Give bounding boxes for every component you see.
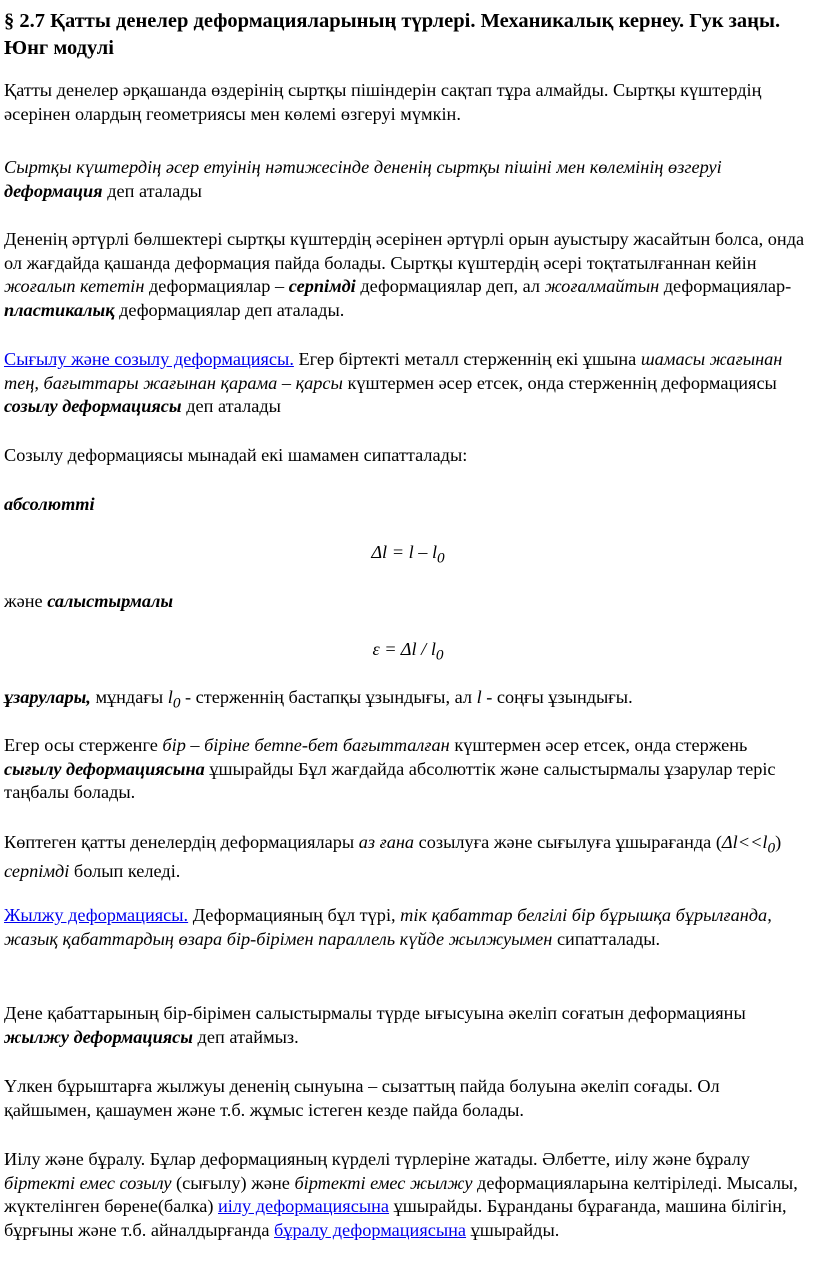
term-deformation: деформация [4, 180, 103, 201]
label-relative: және салыстырмалы [4, 591, 174, 611]
formula-absolute-elongation: $\Delta l = l - l_0$ [371, 542, 445, 567]
paragraph-shear-definition: Дене қабаттарының бір-бірімен салыстырмалы түрде ығысуына әкеліп соғатын деформацияны жылжу деформациясы деп атаймыз. [4, 1003, 746, 1047]
paragraph-tension: Сығылу және созылу деформациясы. Егер біртекті металл стерженнің екі ұшына шамасы жағынан тең, бағыттары жағынан қарама – қарсы күштермен әсер етсек, онда стерженнің деформациясы созылу деформациясы деп аталады [4, 349, 783, 416]
link-shear-deformation[interactable]: Жылжу деформациясы. [4, 905, 189, 925]
term-shear-deformation: жылжу деформациясы [4, 1026, 193, 1047]
formula-relative-elongation: $\varepsilon = \Delta l / l_0$ [372, 639, 444, 664]
paragraph-two-quantities: Созылу деформациясы мынадай екі шамамен сипатталады: [4, 445, 468, 465]
term-plastic: пластикалық [4, 299, 115, 320]
paragraph-elastic-plastic: Дененің әртүрлі бөлшектері сыртқы күштердің әсерінен әртүрлі орын ауыстыру жасайтын болса, онда ол жағдайда қашанда деформация пайда болады. Сыртқы күштердің әсері тоқтатылғаннан кейін жоғалып кететін деформациялар – серпімді деформациялар деп, ал жоғалмайтын деформациялар- пластикалық деформациялар деп аталады. [4, 229, 805, 320]
paragraph-small-deformations: Көптеген қатты денелердің деформациялары аз ғана созылуға және сығылуға ұшырағанда $(\Delta l<<l_0)$ серпімді болып келеді. [4, 832, 782, 882]
label-absolute: абсолютті [4, 494, 95, 514]
paragraph-elongations: ұзарулары, мұндағы $l_0$ - стерженнің бастапқы ұзындығы, ал l - соңғы ұзындығы. [4, 687, 633, 712]
definition-text: Сыртқы күштердің әсер етуінің нәтижесінде дененің сыртқы пішіні мен көлемінің өзгеруі [4, 157, 722, 177]
paragraph-deformation-definition: Сыртқы күштердің әсер етуінің нәтижесінде дененің сыртқы пішіні мен көлемінің өзгеруі деформация деп аталады [4, 157, 722, 201]
link-torsion-deformation[interactable]: бұралу деформациясына [274, 1219, 467, 1240]
paragraph-compression: Егер осы стерженге бір – біріне бетпе-бет бағытталған күштермен әсер етсек, онда стержень сығылу деформациясына ұшырайды Бұл жағдайда абсолюттік және салыстырмалы ұзарулар теріс таңбалы болады. [4, 735, 776, 802]
term-compression-deformation: сығылу деформациясына [4, 758, 205, 779]
link-compression-tension[interactable]: Сығылу және созылу деформациясы. [4, 349, 294, 369]
paragraph-intro: Қатты денелер әрқашанда өздерінің сыртқы пішіндерін сақтап тұра алмайды. Сыртқы күштердің әсерінен олардың геометриясы мен көлемі өзгеруі мүмкін. [4, 80, 762, 124]
term-elastic: серпімді [288, 276, 356, 296]
paragraph-bending-torsion: Иілу және бұралу. Бұлар деформацияның күрделі түрлеріне жатады. Әлбетте, иілу және бұралу біртекті емес созылу (сығылу) және біртекті емес жылжу деформацияларына келтіріледі. Мысалы, жүктелінген бөрене(балка) иілу деформациясына ұшырайды. Бұранданы бұрағанда, машина білігін, бұрғыны және т.б. айналдырғанда бұралу деформациясына ұшырайды. [4, 1149, 798, 1240]
link-bending-deformation[interactable]: иілу деформациясына [218, 1196, 390, 1216]
term-tension-deformation: созылу деформациясы [4, 396, 182, 416]
paragraph-shear: Жылжу деформациясы. Деформацияның бұл түрі, тік қабаттар белгілі бір бұрышқа бұрылғанда, жазық қабаттардың өзара бір-бірімен параллель күйде жылжуымен сипатталады. [4, 905, 772, 949]
paragraph-fracture: Үлкен бұрыштарға жылжуы дененің сынуына – сызаттың пайда болуына әкеліп соғады. Ол қайшымен, қашаумен және т.б. жұмыс істеген кезде пайда болады. [4, 1076, 720, 1120]
page-title: § 2.7 Қатты денелер деформацияларының түрлері. Механикалық кернеу. Гук заңы. Юнг модулі [4, 10, 781, 59]
